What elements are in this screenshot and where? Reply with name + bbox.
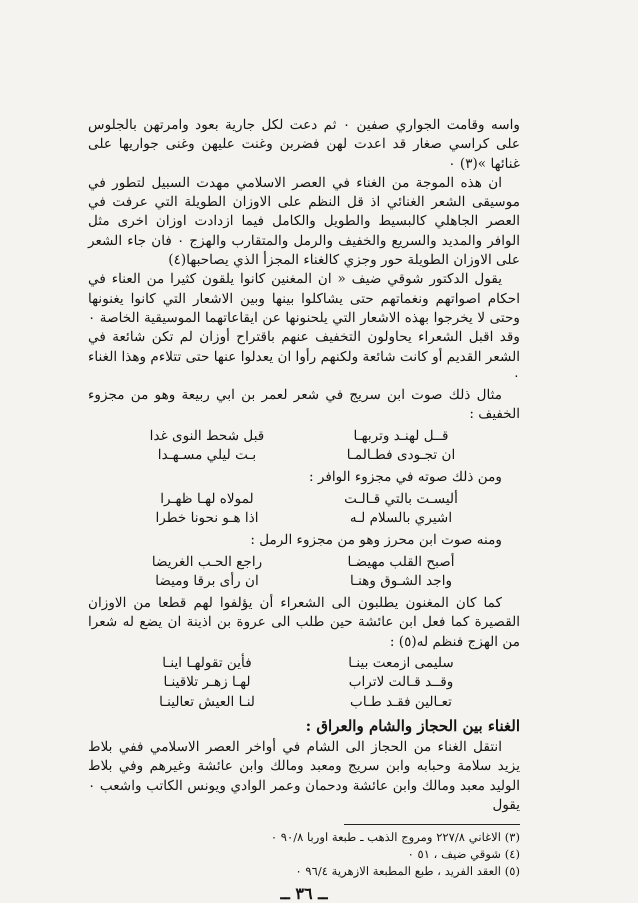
verse-hemistich: بـت ليلي مسـهـدا: [157, 447, 257, 464]
verse-hemistich: راجع الحـب الغريضا: [151, 553, 263, 570]
poem-stanza-2: [88, 490, 520, 529]
paragraph-1: واسه وقامت الجواري صفين ۰ ثم دعت لكل جارية بعود وامرتهن بالجلوس على كراسي صغار قد اعدت لهن فضربن وغنت عليهن وغنى جواريها على غنائها »(٣) ۰: [88, 117, 520, 172]
verse-hemistich: أصبح القلب مهيضـا: [347, 553, 455, 570]
verse-line: [88, 654, 520, 673]
verse-hemistich: ان تجـودى فطـالمـا: [346, 447, 456, 464]
section-heading: الغناء بين الحجاز والشام والعراق :: [305, 716, 520, 735]
paragraph-8: انتقل الغناء من الحجاز الى الشام في أواخر العصر الاسلامي ففي بلاط يزيد سلامة وحبابه وابن سريج ومعبد ومالك وابن عائشة وغيرهم وفي بلاط الوليد معبد ومالك وابن عائشة ودحمان وعمر الوادي ويونس الكاتب واشعب ۰ يقول: [88, 738, 520, 813]
verse-hemistich: واجد الشـوق وهنـا: [349, 572, 453, 589]
verse-hemistich: لنـا العيش تعالينـا: [159, 693, 255, 710]
paragraph-7: كما كان المغنون يطلبون الى الشعراء أن يؤلفوا لهم قطعا من الاوزان القصيرة كما فعل ابن عائشة حين طلب الى عروة بن اذينة ان يضع له شعرا من الهزج فنظم له(٥) :: [88, 595, 520, 650]
footnote-4: (٤) شوقي ضيف ، ٥١ ۰: [407, 847, 520, 862]
footnote-divider: [344, 824, 520, 825]
poem-stanza-4: [88, 654, 520, 712]
paragraph-3: يقول الدكتور شوقي ضيف « ان المغنين كانوا يلقون كثيرا من العناء في احكام اصواتهم ونغماتهم حتى يشاكلوا بينها وبين الاشعار التي كانوا يغنونها وحتى لا يخرجوا بهذه الاشعار التي يلحنونها عن ايقاعاتهما الموسيقية الخاصة ۰ وقد اقبل الشعراء يحاولون التخفيف عنهم باقتراح أوزان لم تكن شائعة في الشعر القديم أو كانت شائعة ولكنهم رأوا ان يعدلوا عنها حتى تتلاءم وهذا الغناء ۰: [88, 271, 520, 384]
verse-hemistich: ان رأى برقا وميضا: [155, 572, 259, 589]
verse-hemistich: لهـا زهـر تلاقينـا: [163, 674, 251, 691]
verse-line: [88, 490, 520, 509]
footnote-3: (٣) الاغاني ٢٢٧/٨ ومروج الذهب ـ طبعة اوربا ٩٠/٨ ۰: [270, 830, 520, 845]
verse-hemistich: وقــد قـالت لاتراب: [348, 674, 454, 691]
verse-hemistich: أليسـت بالتي قـالـت: [344, 490, 458, 507]
verse-line: [88, 509, 520, 528]
verse-hemistich: تعـالين فقـد طـاب: [350, 693, 452, 710]
verse-hemistich: سليمى ازمعت بينـا: [348, 655, 454, 672]
footnote-5: (٥) العقد الفريد ، طبع المطبعة الازهرية ٩٦/٤ ۰: [295, 864, 520, 879]
paragraph-4: مثال ذلك صوت ابن سريج في شعر لعمر بن ابي ربيعة وهو من مجزوء الخفيف :: [88, 387, 520, 423]
verse-line: [88, 673, 520, 692]
verse-hemistich: لمولاه لهـا ظهـرا: [160, 490, 254, 507]
page-number: ــ ٣٦ ــ: [280, 884, 328, 903]
verse-hemistich: فأين تقولهـا اينـا: [162, 655, 252, 672]
verse-line: [88, 693, 520, 712]
paragraph-5: ومن ذلك صوته في مجزوء الوافر :: [308, 469, 502, 486]
poem-stanza-3: [88, 553, 520, 592]
verse-line: [88, 553, 520, 572]
paragraph-2: ان هذه الموجة من الغناء في العصر الاسلامي مهدت السبيل لتطور في موسيقى الشعر الغنائي اذ قل النظم على الاوزان الطويلة التي عرفت في العصر الجاهلي كالبسيط والطويل والكامل فيما ازدادت اوزان اخرى مثل الوافر والمديد والسريع والخفيف والرمل والمتقارب والهزج ۰ فان جاء الشعر على الاوزان الطويلة حور وجزي كالغناء المجزأ الذي يصاحبها(٤): [88, 174, 520, 269]
document-page: [88, 116, 520, 903]
verse-hemistich: قــل لهنـد وتربهـا: [353, 427, 449, 444]
verse-line: [88, 446, 520, 465]
verse-hemistich: قبل شحط النوى غدا: [149, 427, 265, 444]
verse-line: [88, 427, 520, 446]
paragraph-6: ومنه صوت ابن محرز وهو من مجزوء الرمل :: [250, 532, 502, 549]
poem-stanza-1: [88, 427, 520, 466]
verse-hemistich: اشيري بالسلام لـه: [349, 509, 453, 526]
verse-line: [88, 572, 520, 591]
verse-hemistich: اذا هـو نحونا خطرا: [155, 509, 259, 526]
